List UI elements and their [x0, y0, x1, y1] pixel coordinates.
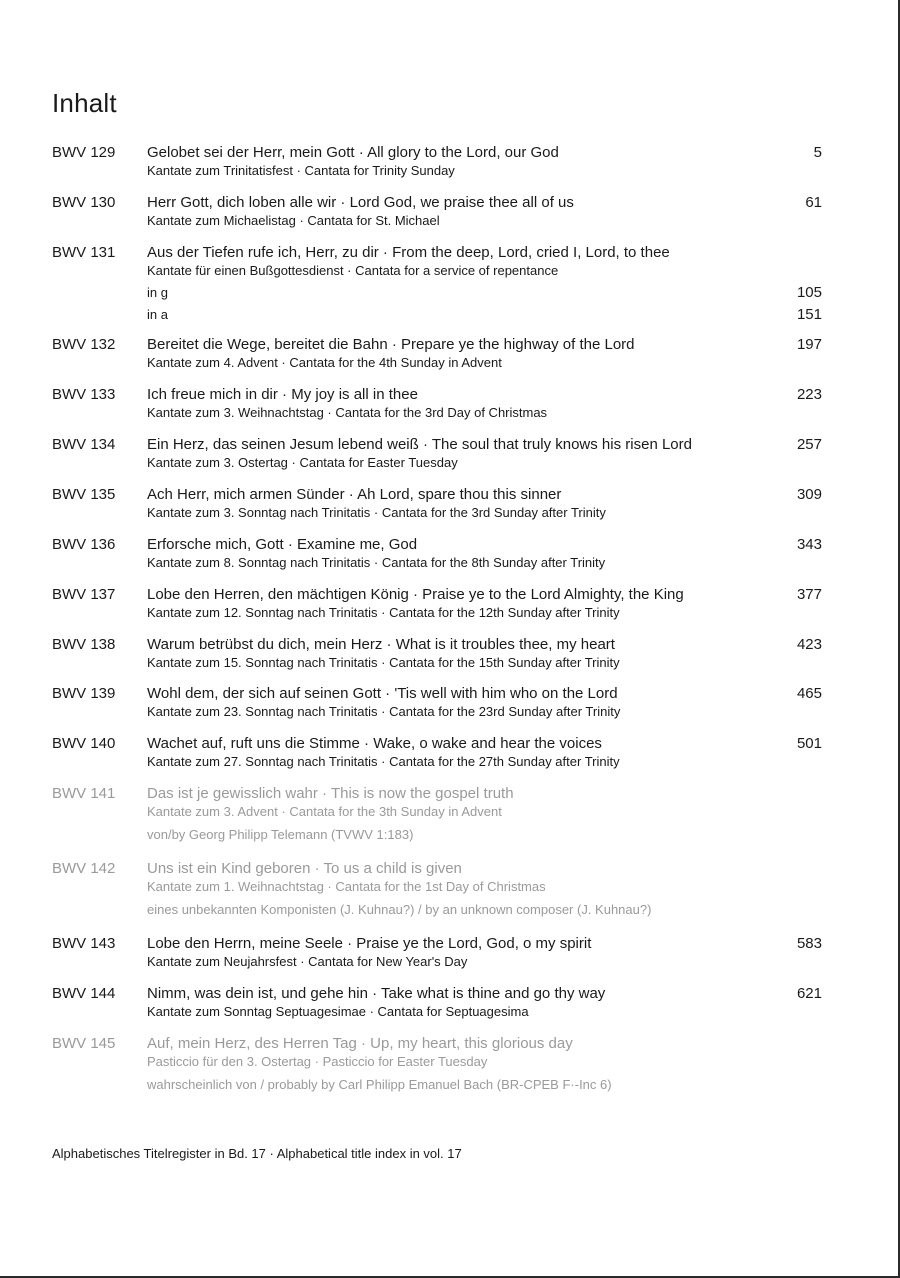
page-number: 257: [796, 436, 822, 453]
cantata-subtitle: Kantate zum 3. Sonntag nach Trinitatis · Cantata for the 3rd Sunday after Trinity: [147, 505, 606, 520]
cantata-title: Gelobet sei der Herr, mein Gott · All glory to the Lord, our God: [147, 144, 559, 161]
page-number: 343: [796, 536, 822, 553]
bwv-number: BWV 137: [52, 586, 116, 603]
cantata-title: Nimm, was dein ist, und gehe hin · Take what is thine and go thy way: [147, 985, 606, 1002]
attribution-note: eines unbekannten Komponisten (J. Kuhnau?) / by an unknown composer (J. Kuhnau?): [147, 902, 652, 917]
bwv-number: BWV 144: [52, 985, 116, 1002]
bwv-number: BWV 142: [52, 860, 116, 877]
page-number: 621: [796, 985, 822, 1002]
attribution-note: wahrscheinlich von / probably by Carl Philipp Emanuel Bach (BR-CPEB F·-Inc 6): [147, 1077, 612, 1092]
page-number: 377: [796, 586, 822, 603]
page-number: 423: [796, 636, 822, 653]
page-number: 197: [796, 336, 822, 353]
cantata-title: Warum betrübst du dich, mein Herz · What is it troubles thee, my heart: [147, 636, 615, 653]
cantata-subtitle: Kantate zum 3. Advent · Cantata for the 3th Sunday in Advent: [147, 804, 502, 819]
cantata-title: Ich freue mich in dir · My joy is all in thee: [147, 386, 418, 403]
page-number: 465: [796, 685, 822, 702]
cantata-title: Herr Gott, dich loben alle wir · Lord God, we praise thee all of us: [147, 194, 574, 211]
cantata-subtitle: Kantate zum 3. Weihnachtstag · Cantata for the 3rd Day of Christmas: [147, 405, 548, 420]
page-title: Inhalt: [52, 88, 117, 118]
cantata-subtitle: Kantate zum Sonntag Septuagesimae · Cantata for Septuagesima: [147, 1004, 529, 1019]
cantata-title: Auf, mein Herz, des Herren Tag · Up, my heart, this glorious day: [147, 1035, 573, 1052]
bwv-number: BWV 133: [52, 386, 116, 403]
cantata-title: Ein Herz, das seinen Jesum lebend weiß · The soul that truly knows his risen Lord: [147, 436, 692, 453]
page-number: 583: [796, 935, 822, 952]
cantata-subtitle: Kantate zum 1. Weihnachtstag · Cantata for the 1st Day of Christmas: [147, 879, 546, 894]
bwv-number: BWV 140: [52, 735, 116, 752]
page-number: 61: [805, 194, 822, 211]
cantata-title: Lobe den Herrn, meine Seele · Praise ye the Lord, God, o my spirit: [147, 935, 592, 952]
bwv-number: BWV 139: [52, 685, 116, 702]
bwv-number: BWV 138: [52, 636, 116, 653]
cantata-subtitle: Kantate zum 15. Sonntag nach Trinitatis · Cantata for the 15th Sunday after Trinity: [147, 655, 620, 670]
bwv-number: BWV 143: [52, 935, 116, 952]
cantata-title: Wachet auf, ruft uns die Stimme · Wake, o wake and hear the voices: [147, 735, 602, 752]
bwv-number: BWV 132: [52, 336, 116, 353]
cantata-subtitle: Kantate zum 8. Sonntag nach Trinitatis · Cantata for the 8th Sunday after Trinity: [147, 555, 606, 570]
page-number: 501: [796, 735, 822, 752]
page-number: 5: [813, 144, 822, 161]
index-footer-note: Alphabetisches Titelregister in Bd. 17 · Alphabetical title index in vol. 17: [52, 1146, 462, 1161]
cantata-subtitle: Kantate zum Michaelistag · Cantata for St. Michael: [147, 213, 440, 228]
bwv-number: BWV 141: [52, 785, 116, 802]
cantata-title: Das ist je gewisslich wahr · This is now the gospel truth: [147, 785, 514, 802]
bwv-number: BWV 145: [52, 1035, 116, 1052]
cantata-subtitle: Kantate zum 4. Advent · Cantata for the 4th Sunday in Advent: [147, 355, 502, 370]
bwv-number: BWV 131: [52, 244, 116, 261]
cantata-title: Lobe den Herren, den mächtigen König · Praise ye to the Lord Almighty, the King: [147, 586, 684, 603]
cantata-title: Wohl dem, der sich auf seinen Gott · 'Tis well with him who on the Lord: [147, 685, 618, 702]
cantata-subtitle: Kantate zum 3. Ostertag · Cantata for Easter Tuesday: [147, 455, 458, 470]
bwv-number: BWV 135: [52, 486, 116, 503]
bwv-number: BWV 129: [52, 144, 116, 161]
page-number: 151: [796, 306, 822, 323]
page-number: 223: [796, 386, 822, 403]
page-number: 105: [796, 284, 822, 301]
version-label: in g: [147, 285, 168, 300]
version-label: in a: [147, 307, 168, 322]
cantata-title: Ach Herr, mich armen Sünder · Ah Lord, spare thou this sinner: [147, 486, 562, 503]
cantata-title: Aus der Tiefen rufe ich, Herr, zu dir · From the deep, Lord, cried I, Lord, to thee: [147, 244, 670, 261]
page-number: 309: [796, 486, 822, 503]
cantata-subtitle: Pasticcio für den 3. Ostertag · Pasticcio for Easter Tuesday: [147, 1054, 488, 1069]
cantata-subtitle: Kantate zum Neujahrsfest · Cantata for New Year's Day: [147, 954, 468, 969]
bwv-number: BWV 136: [52, 536, 116, 553]
bwv-number: BWV 130: [52, 194, 116, 211]
attribution-note: von/by Georg Philipp Telemann (TVWV 1:183): [147, 827, 414, 842]
cantata-title: Uns ist ein Kind geboren · To us a child is given: [147, 860, 462, 877]
bwv-number: BWV 134: [52, 436, 116, 453]
cantata-subtitle: Kantate zum 27. Sonntag nach Trinitatis · Cantata for the 27th Sunday after Trinity: [147, 754, 620, 769]
cantata-title: Bereitet die Wege, bereitet die Bahn · Prepare ye the highway of the Lord: [147, 336, 635, 353]
cantata-title: Erforsche mich, Gott · Examine me, God: [147, 536, 418, 553]
cantata-subtitle: Kantate zum Trinitatisfest · Cantata for Trinity Sunday: [147, 163, 455, 178]
cantata-subtitle: Kantate zum 23. Sonntag nach Trinitatis · Cantata for the 23rd Sunday after Trinity: [147, 704, 621, 719]
cantata-subtitle: Kantate zum 12. Sonntag nach Trinitatis · Cantata for the 12th Sunday after Trinity: [147, 605, 620, 620]
cantata-subtitle: Kantate für einen Bußgottesdienst · Cantata for a service of repentance: [147, 263, 559, 278]
